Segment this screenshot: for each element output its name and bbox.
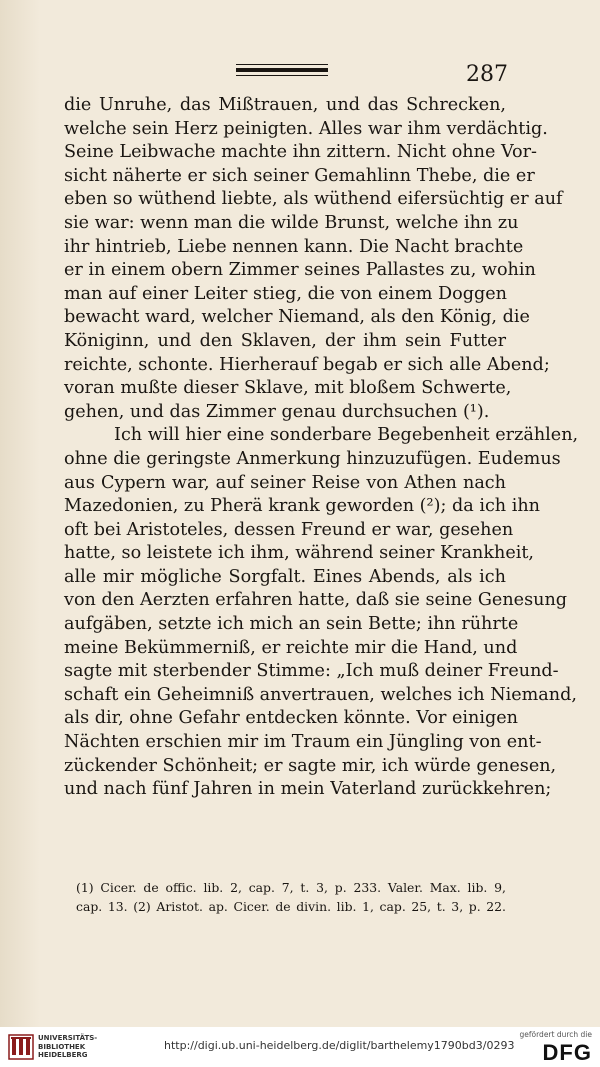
text-line: oft bei Aristoteles, dessen Freund er war, gesehen <box>64 519 514 540</box>
text-line: aus Cypern war, auf seiner Reise von Athen nach <box>64 472 506 493</box>
text-line: eben so wüthend liebte, als wüthend eifersüchtig er auf <box>64 189 563 210</box>
text-line: schaft ein Geheimniß anvertrauen, welches ich Niemand, <box>64 684 577 705</box>
text-line: Ich will hier eine sonderbare Begebenheit erzählen, <box>114 425 579 446</box>
footnote-line: cap. 13. (2) Aristot. ap. Cicer. de divin. lib. 1, cap. 25, t. 3, p. 22. <box>76 899 506 914</box>
text-line: als dir, ohne Gefahr entdecken könnte. Vor einigen <box>64 708 518 729</box>
text-line: voran mußte dieser Sklave, mit bloßem Schwerte, <box>64 378 512 399</box>
dfg-logo: DFG <box>542 1040 592 1065</box>
library-name: UNIVERSITÄTS- BIBLIOTHEK HEIDELBERG <box>38 1034 98 1060</box>
sponsor-caption: gefördert durch die <box>519 1030 592 1039</box>
text-line: und nach fünf Jahren in mein Vaterland zurückkehren; <box>64 779 552 800</box>
library-logo-icon <box>8 1033 34 1061</box>
text-line: Königinn, und den Sklaven, der ihm sein Futter <box>64 330 506 351</box>
text-line: man auf einer Leiter stieg, die von einem Doggen <box>64 283 507 304</box>
library-logo[interactable] <box>8 1033 118 1063</box>
text-line: ihr hintrieb, Liebe nennen kann. Die Nacht brachte <box>64 236 524 257</box>
text-line: sagte mit sterbender Stimme: „Ich muß deiner Freund- <box>64 661 559 682</box>
header-rule <box>236 64 328 82</box>
page-number: 287 <box>466 62 508 87</box>
text-line: Seine Leibwache machte ihn zittern. Nicht ohne Vor- <box>64 142 538 163</box>
text-line: alle mir mögliche Sorgfalt. Eines Abends, als ich <box>64 566 506 587</box>
text-line: hatte, so leistete ich ihm, während seiner Krankheit, <box>64 543 535 564</box>
text-line: aufgäben, setzte ich mich an sein Bette; ihn rührte <box>64 614 519 635</box>
dfg-sponsor[interactable] <box>506 1030 596 1064</box>
text-line: Nächten erschien mir im Traum ein Jüngling von ent- <box>64 732 542 753</box>
text-line: bewacht ward, welcher Niemand, als den König, die <box>64 307 530 328</box>
text-line: die Unruhe, das Mißtrauen, und das Schrecken, <box>64 95 506 115</box>
text-line: von den Aerzten erfahren hatte, daß sie seine Genesung <box>64 590 568 611</box>
permalink-url[interactable]: http://digi.ub.uni-heidelberg.de/diglit/barthelemy1790bd3/0293 <box>164 1039 515 1052</box>
text-line: er in einem obern Zimmer seines Pallastes zu, wohin <box>64 260 536 281</box>
text-line: Mazedonien, zu Pherä krank geworden (²); da ich ihn <box>64 496 541 517</box>
viewer-footer <box>0 1027 600 1067</box>
text-line: welche sein Herz peinigten. Alles war ihm verdächtig. <box>64 118 548 139</box>
body-text <box>64 94 579 802</box>
text-line: zückender Schönheit; er sagte mir, ich würde genesen, <box>64 755 557 776</box>
footnotes <box>76 878 506 916</box>
text-line: sie war: wenn man die wilde Brunst, welche ihn zu <box>64 212 519 233</box>
text-line: meine Bekümmerniß, er reichte mir die Hand, und <box>64 637 518 658</box>
text-line: gehen, und das Zimmer genau durchsuchen (¹). <box>64 401 490 422</box>
footnote-line: (1) Cicer. de offic. lib. 2, cap. 7, t. 3, p. 233. Valer. Max. lib. 9, <box>76 880 506 895</box>
page-gutter-shade <box>0 0 40 1027</box>
text-line: reichte, schonte. Hierherauf begab er sich alle Abend; <box>64 354 550 375</box>
text-line: ohne die geringste Anmerkung hinzuzufügen. Eudemus <box>64 448 561 469</box>
text-line: sicht näherte er sich seiner Gemahlinn Thebe, die er <box>64 165 535 186</box>
